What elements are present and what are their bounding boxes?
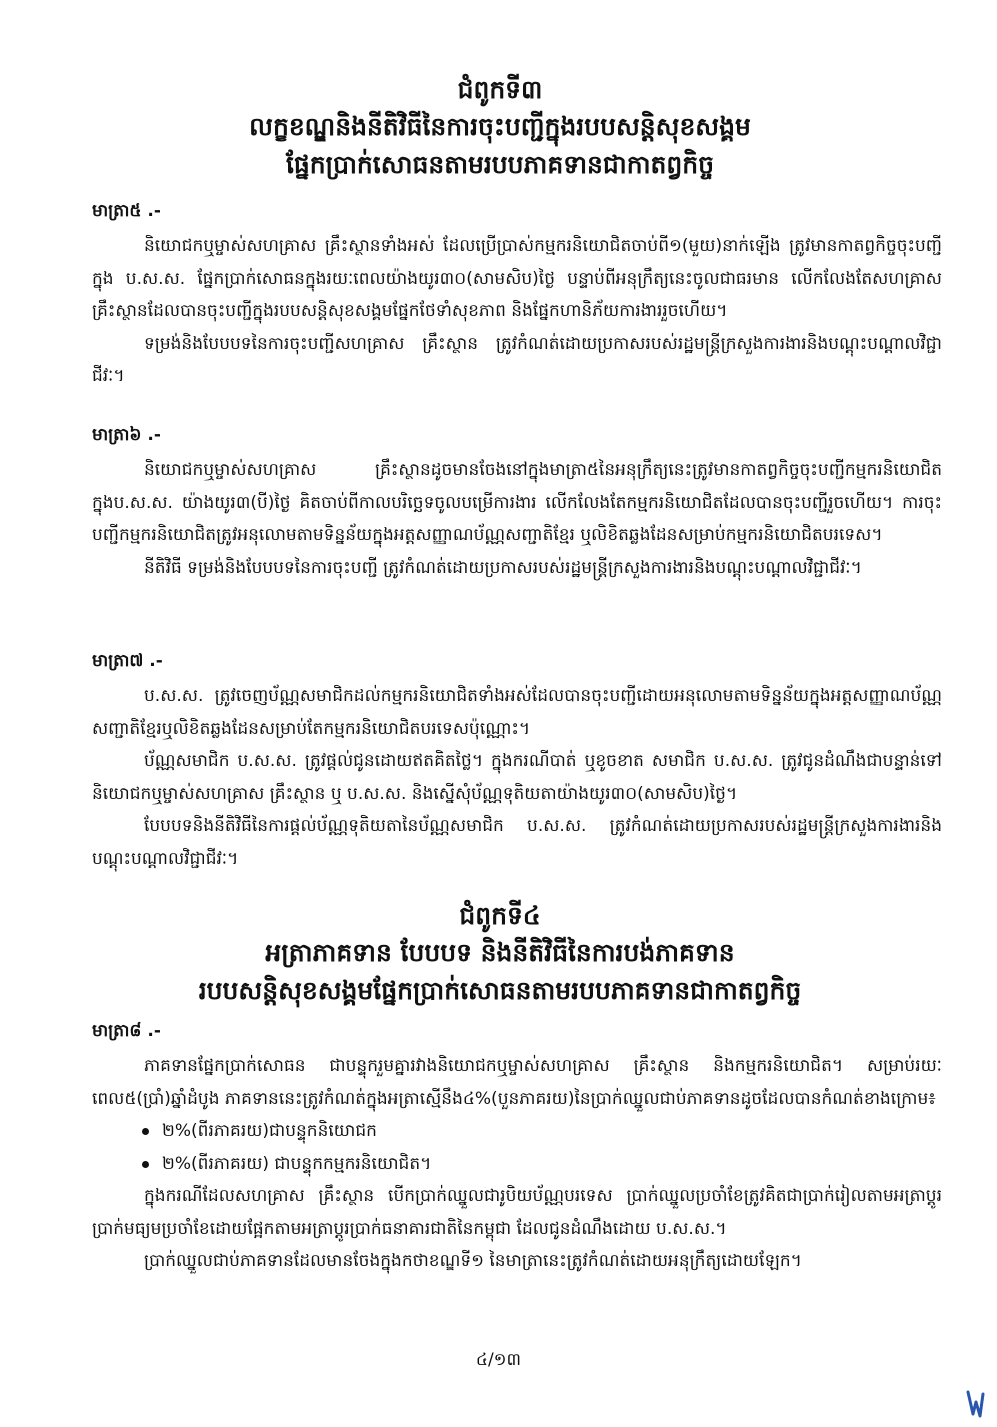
- chapter-4-title-line-1: អត្រាភាគទាន បែបបទ និងនីតិវិធីនៃការបង់ភាគទាន: [265, 938, 735, 967]
- chapter-3-label: ជំពូកទី៣: [457, 75, 543, 104]
- article-5: [92, 196, 942, 393]
- bullet-item: [142, 1148, 942, 1181]
- article-8-bullet-list: [92, 1115, 942, 1180]
- article-8-paragraph-2: ក្នុងករណីដែលសហគ្រាស គ្រឹះស្ថាន បើកប្រាក់ឈ្នួលជារូបិយប័ណ្ណបរទេស ប្រាក់ឈ្នួលប្រចាំខែត្រូវគិតជាប្រាក់រៀលតាមអត្រាប្តូរប្រាក់មធ្យមប្រចាំខែដោយផ្អែកតាមអត្រាប្តូរប្រាក់ធនាគារជាតិនៃកម្ពុជា ដែលជូនដំណឹងដោយ ប.ស.ស.។: [92, 1186, 942, 1239]
- bullet-item-text: ២%(ពីរភាគរយ)ជាបន្ទុកនិយោជក: [162, 1121, 377, 1141]
- article-8-heading: មាត្រា៨ .-: [92, 1021, 161, 1041]
- corner-mark-icon: [964, 1388, 986, 1420]
- article-7-paragraph-2: ប័ណ្ណសមាជិក ប.ស.ស. ត្រូវផ្តល់ជូនដោយឥតគិតថ្លៃ។ ក្នុងករណីបាត់ ឬខូចខាត សមាជិក ប.ស.ស. ត្រូវជូនដំណឹងជាបន្ទាន់ទៅនិយោជកឬម្ចាស់សហគ្រាស គ្រឹះស្ថាន ឬ ប.ស.ស. និងស្នើសុំប័ណ្ណទុតិយតាយ៉ាងយូរ៣០(សាមសិប)ថ្ងៃ។: [92, 751, 942, 804]
- bullet-item-text: ២%(ពីរភាគរយ) ជាបន្ទុកកម្មករនិយោជិត។: [162, 1153, 432, 1174]
- article-8: [92, 1016, 942, 1278]
- page-number: ៤/១៣: [475, 1350, 522, 1370]
- article-6-paragraph-1: និយោជកឬម្ចាស់សហគ្រាស គ្រឹះស្ថានដូចមានចែងនៅក្នុងមាត្រា៥នៃអនុក្រឹត្យនេះត្រូវមានកាតព្វកិច្ចចុះបញ្ជីកម្មករនិយោជិតក្នុងប.ស.ស. យ៉ាងយូរ៣(បី)ថ្ងៃ គិតចាប់ពីកាលបរិច្ឆេទចូលបម្រើការងារ លើកលែងតែកម្មករនិយោជិតដែលបានចុះបញ្ជីរួចហើយ។ ការចុះបញ្ជីកម្មករនិយោជិតត្រូវអនុលោមតាមទិន្នន័យក្នុងអត្តសញ្ញាណប័ណ្ណសញ្ជាតិខ្មែរ ឬលិខិតឆ្លងដែនសម្រាប់កម្មករនិយោជិតបរទេស។: [92, 460, 942, 545]
- chapter-4-title-line-2: របបសន្តិសុខសង្គមផ្នែកប្រាក់សោធនតាមរបបភាគទានជាកាតព្វកិច្ច: [198, 976, 802, 1005]
- bullet-dot-icon: [142, 1161, 149, 1168]
- article-6-heading: មាត្រា៦ .-: [92, 425, 161, 445]
- article-5-paragraph-2: ទម្រង់និងបែបបទនៃការចុះបញ្ជីសហគ្រាស គ្រឹះស្ថាន ត្រូវកំណត់ដោយប្រកាសរបស់រដ្ឋមន្ត្រីក្រសួងការងារនិងបណ្តុះបណ្តាលវិជ្ជាជីវៈ។: [92, 333, 942, 386]
- bullet-item: [142, 1115, 942, 1148]
- article-7-heading: មាត្រា៧ .-: [92, 651, 163, 671]
- chapter-3-header: [90, 72, 910, 184]
- article-7-paragraph-1: ប.ស.ស. ត្រូវចេញប័ណ្ណសមាជិកដល់កម្មករនិយោជិតទាំងអស់ដែលបានចុះបញ្ជីដោយអនុលោមតាមទិន្នន័យក្នុងអត្តសញ្ញាណប័ណ្ណសញ្ជាតិខ្មែរឬលិខិតឆ្លងដែនសម្រាប់តែកម្មករនិយោជិតបរទេសប៉ុណ្ណោះ។: [92, 686, 942, 739]
- article-6: [92, 420, 942, 584]
- article-8-paragraph-3: ប្រាក់ឈ្នួលជាប់ភាគទានដែលមានចែងក្នុងកថាខណ្ឌទី១ នៃមាត្រានេះត្រូវកំណត់ដោយអនុក្រឹត្យដោយឡែក។: [144, 1251, 802, 1271]
- bullet-dot-icon: [142, 1128, 149, 1135]
- article-5-paragraph-1: និយោជកឬម្ចាស់សហគ្រាស គ្រឹះស្ថានទាំងអស់ ដែលប្រើប្រាស់កម្មករនិយោជិតចាប់ពី១(មួយ)នាក់ឡើង ត្រូវមានកាតព្វកិច្ចចុះបញ្ជីក្នុង ប.ស.ស. ផ្នែកប្រាក់សោធនក្នុងរយៈពេលយ៉ាងយូរ៣០(សាមសិប)ថ្ងៃ បន្ទាប់ពីអនុក្រឹត្យនេះចូលជាធរមាន លើកលែងតែសហគ្រាស គ្រឹះស្ថានដែលបានចុះបញ្ជីក្នុងរបបសន្តិសុខសង្គមផ្នែកថែទាំសុខភាព និងផ្នែកហានិភ័យការងាររួចហើយ។: [92, 236, 942, 321]
- chapter-4-label: ជំពូកទី៤: [459, 901, 541, 930]
- chapter-4-header: [90, 898, 910, 1010]
- chapter-3-title-line-2: ផ្នែកប្រាក់សោធនតាមរបបភាគទានជាកាតព្វកិច្ច: [286, 150, 714, 179]
- article-8-paragraph-1: ភាគទានផ្នែកប្រាក់សោធន ជាបន្ទុករួមគ្នារវាងនិយោជកឬម្ចាស់សហគ្រាស គ្រឹះស្ថាន និងកម្មករនិយោជិត។ សម្រាប់រយៈពេល៥(ប្រាំ)ឆ្នាំដំបូង ភាគទាននេះត្រូវកំណត់ក្នុងអត្រាស្មើនឹង៤%(បួនភាគរយ)នៃប្រាក់ឈ្នួលជាប់ភាគទានដូចដែលបានកំណត់ខាងក្រោម៖: [92, 1056, 942, 1109]
- article-7: [92, 646, 942, 875]
- article-6-paragraph-2: នីតិវិធី ទម្រង់និងបែបបទនៃការចុះបញ្ជី ត្រូវកំណត់ដោយប្រកាសរបស់រដ្ឋមន្ត្រីក្រសួងការងារនិងបណ្តុះបណ្តាលវិជ្ជាជីវៈ។: [144, 557, 862, 578]
- article-7-paragraph-3: បែបបទនិងនីតិវិធីនៃការផ្តល់ប័ណ្ណទុតិយតានៃប័ណ្ណសមាជិក ប.ស.ស. ត្រូវកំណត់ដោយប្រកាសរបស់រដ្ឋមន្ត្រីក្រសួងការងារនិងបណ្តុះបណ្តាលវិជ្ជាជីវៈ។: [92, 816, 942, 869]
- article-5-heading: មាត្រា៥ .-: [92, 201, 161, 221]
- chapter-3-title-line-1: លក្ខខណ្ឌនិងនីតិវិធីនៃការចុះបញ្ជីក្នុងរបបសន្តិសុខសង្គម: [249, 112, 751, 141]
